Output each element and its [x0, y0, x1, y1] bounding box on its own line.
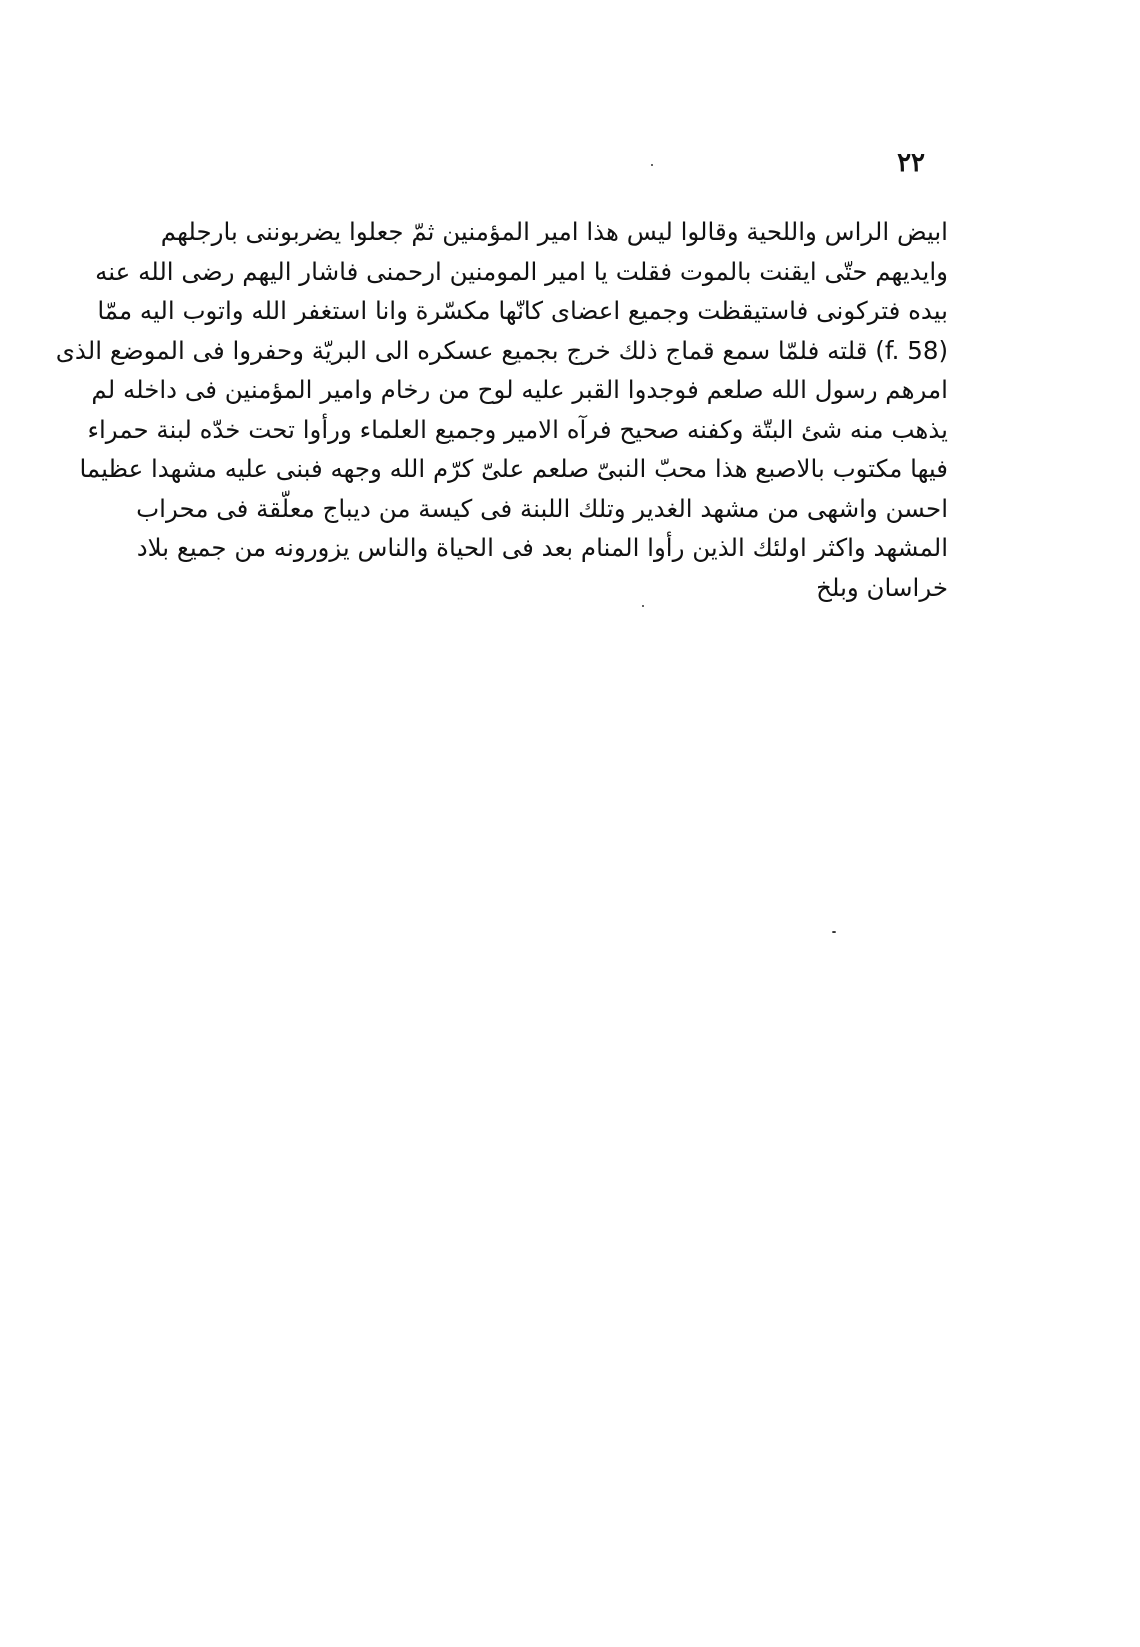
text-line-10: خراسان وبلخ [816, 572, 948, 602]
text-line-3: بيده فتركونى فاستيقظت وجميع اعضاى كانّها مكسّرة وانا استغفر الله واتوب اليه ممّا [97, 296, 948, 325]
scan-speck [642, 605, 644, 607]
scan-speck [651, 164, 653, 166]
text-line-2: وايديهم حتّى ايقنت بالموت فقلت يا امير المومنين ارحمنى فاشار اليهم رضى الله عنه [95, 256, 948, 286]
text-line-8: احسن واشهى من مشهد الغدير وتلك اللبنة فى كيسة من ديباج معلّقة فى محراب [136, 493, 948, 523]
scan-speck [832, 931, 836, 933]
body-text [55, 212, 948, 607]
text-line-5: امرهم رسول الله صلعم فوجدوا القبر عليه لوح من رخام وامير المؤمنين فى داخله لم [91, 375, 948, 404]
text-line-6: يذهب منه شئ البتّة وكفنه صحيح فرآه الامير وجميع العلماء ورأوا تحت خدّه لبنة حمراء [87, 414, 948, 444]
page-number: ٢٢ [897, 148, 925, 178]
text-line-9: المشهد واكثر اولئك الذين رأوا المنام بعد فى الحياة والناس يزورونه من جميع بلاد [136, 533, 948, 562]
text-line-7: فيها مكتوب بالاصبع هذا محبّ النبىّ صلعم علىّ كرّم الله وجهه فبنى عليه مشهدا عظيما [79, 454, 948, 483]
text-line-4 [55, 331, 948, 371]
text-line-4-end: قماج ذلك خرج بجميع عسكره الى البريّة وحفروا فى الموضع الذى [55, 335, 715, 365]
text-line-4-start: (f. 58) قلته فلمّا سمع [722, 335, 948, 365]
text-line-1: ابيض الراس واللحية وقالوا ليس هذا امير المؤمنين ثمّ جعلوا يضربوننى بارجلهم [160, 217, 948, 246]
